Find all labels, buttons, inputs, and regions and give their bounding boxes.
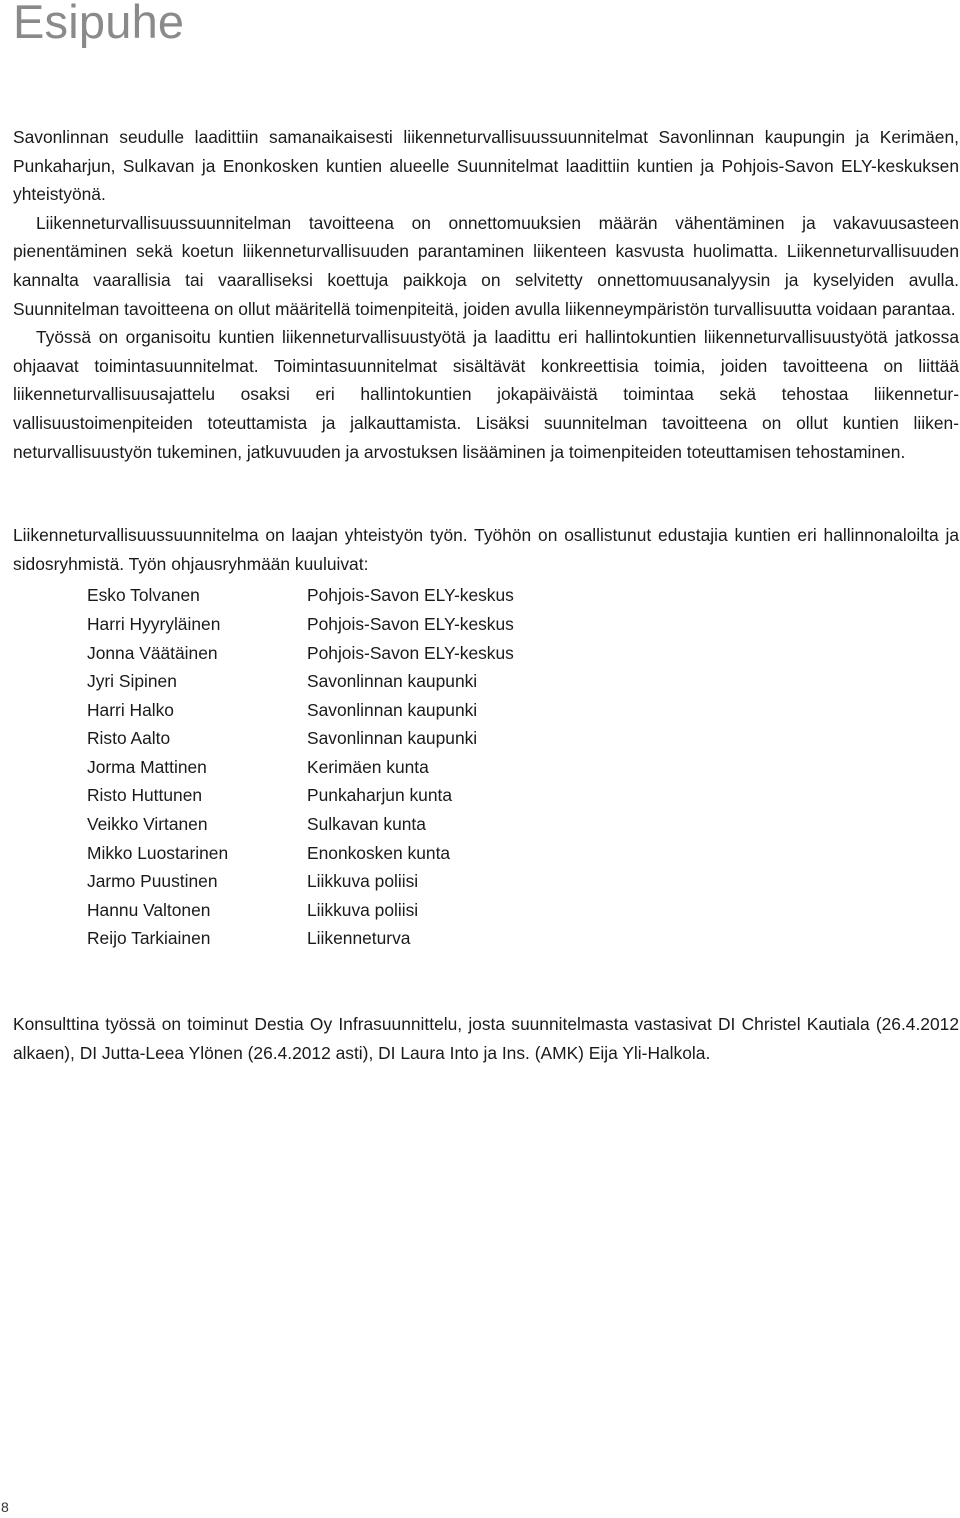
member-row — [87, 581, 959, 610]
member-organization: Sulkavan kunta — [307, 814, 426, 835]
member-organization: Pohjois-Savon ELY-keskus — [307, 585, 514, 606]
document-body — [13, 123, 959, 1067]
member-row — [87, 753, 959, 782]
member-name: Risto Huttunen — [87, 785, 203, 806]
member-row — [87, 696, 959, 725]
member-name: Jarmo Puustinen — [87, 871, 218, 892]
member-row — [87, 924, 959, 953]
member-name: Harri Hyyryläinen — [87, 613, 221, 634]
member-name: Esko Tolvanen — [87, 585, 200, 606]
member-row — [87, 839, 959, 868]
member-name: Harri Halko — [87, 699, 174, 720]
member-organization: Punkaharjun kunta — [307, 785, 453, 806]
member-organization: Savonlinnan kaupunki — [307, 728, 478, 749]
member-organization: Kerimäen kunta — [307, 756, 429, 777]
member-organization: Pohjois-Savon ELY-keskus — [307, 613, 514, 634]
intro-paragraph-2: Liikenneturvallisuussuunnitelman tavoitteena on onnettomuuksien määrän vähentäminen ja vakavuusasteen pienentäminen sekä koetun liikenneturvallisuuden parantaminen liikenteen kasvusta huolimatta. Liikenneturvallisuuden kannalta vaarallisia tai vaaralliseksi koettuja paikkoja on selvitetty onnettomuusanalyysin ja kyselyiden avulla. Suunnitelman tavoitteena on ollut määritellä toimenpiteitä, joiden avulla liikenneympäristön turvallisuutta voidaan parantaa. — [13, 212, 959, 319]
member-row — [87, 667, 959, 696]
member-row — [87, 896, 959, 925]
member-row — [87, 810, 959, 839]
intro-paragraph-3: Työssä on organisoitu kuntien liikenneturvallisuustyötä ja laadittu eri hallintokuntien liikenneturvallisuustyötä jatkossa ohjaavat toimintasuunnitelmat. Toimintasuunnitelmat sisältävät konkreettisia toimia, joiden tavoitteena on liittää liikenneturvallisuusajattelu osaksi eri hallintokuntien jokapäiväistä toimintaa sekä tehostaa liikenneturvallisuustoimenpiteiden toteuttamista ja jalkauttamista. Lisäksi suunnitelman tavoitteena on ollut kuntien liikenneturvallisuustyön tukeminen, jatkuvuuden ja arvostuksen lisääminen ja toimenpiteiden toteuttamisen tehostaminen. — [13, 327, 959, 462]
member-organization: Liikenneturva — [307, 928, 411, 949]
page-number: 8 — [1, 1499, 9, 1515]
member-name: Jyri Sipinen — [87, 671, 177, 692]
member-name: Mikko Luostarinen — [87, 842, 229, 863]
intro-paragraph-1: Savonlinnan seudulle laadittiin samanaikaisesti liikenneturvallisuussuunnitelmat Savonlinnan kaupungin ja Kerimäen, Punkaharjun, Sulkavan ja Enonkosken kuntien alueelle Suunnitelmat laadittiin kuntien ja Pohjois-Savon ELY-keskuksen yhteistyönä. — [13, 127, 959, 205]
member-name: Hannu Valtonen — [87, 899, 211, 920]
steering-group-intro: Liikenneturvallisuussuunnitelma on laajan yhteistyön työn. Työhön on osallistunut edustajia kuntien eri hallinnonaloilta ja sidosryhmistä. Työn ohjausryhmään kuuluivat: — [13, 525, 959, 574]
member-row — [87, 724, 959, 753]
consultant-paragraph: Konsulttina työssä on toiminut Destia Oy Infrasuunnittelu, josta suunnitelmasta vastasivat DI Christel Kautiala (26.4.2012 alkaen), DI Jutta-Leea Ylönen (26.4.2012 asti), DI Laura Into ja Ins. (AMK) Eija Yli-Halkola. — [13, 1014, 959, 1063]
member-organization: Liikkuva poliisi — [307, 871, 419, 892]
member-name: Reijo Tarkiainen — [87, 928, 211, 949]
member-organization: Savonlinnan kaupunki — [307, 671, 478, 692]
member-row — [87, 867, 959, 896]
member-organization: Pohjois-Savon ELY-keskus — [307, 642, 514, 663]
member-organization: Savonlinnan kaupunki — [307, 699, 478, 720]
page-title: Esipuhe — [13, 0, 185, 48]
member-organization: Enonkosken kunta — [307, 842, 451, 863]
member-name: Veikko Virtanen — [87, 814, 208, 835]
member-name: Jonna Väätäinen — [87, 642, 218, 663]
member-row — [87, 610, 959, 639]
member-name: Risto Aalto — [87, 728, 171, 749]
member-row — [87, 781, 959, 810]
member-row — [87, 639, 959, 668]
steering-group-members — [87, 581, 959, 953]
member-name: Jorma Mattinen — [87, 756, 207, 777]
member-organization: Liikkuva poliisi — [307, 899, 419, 920]
